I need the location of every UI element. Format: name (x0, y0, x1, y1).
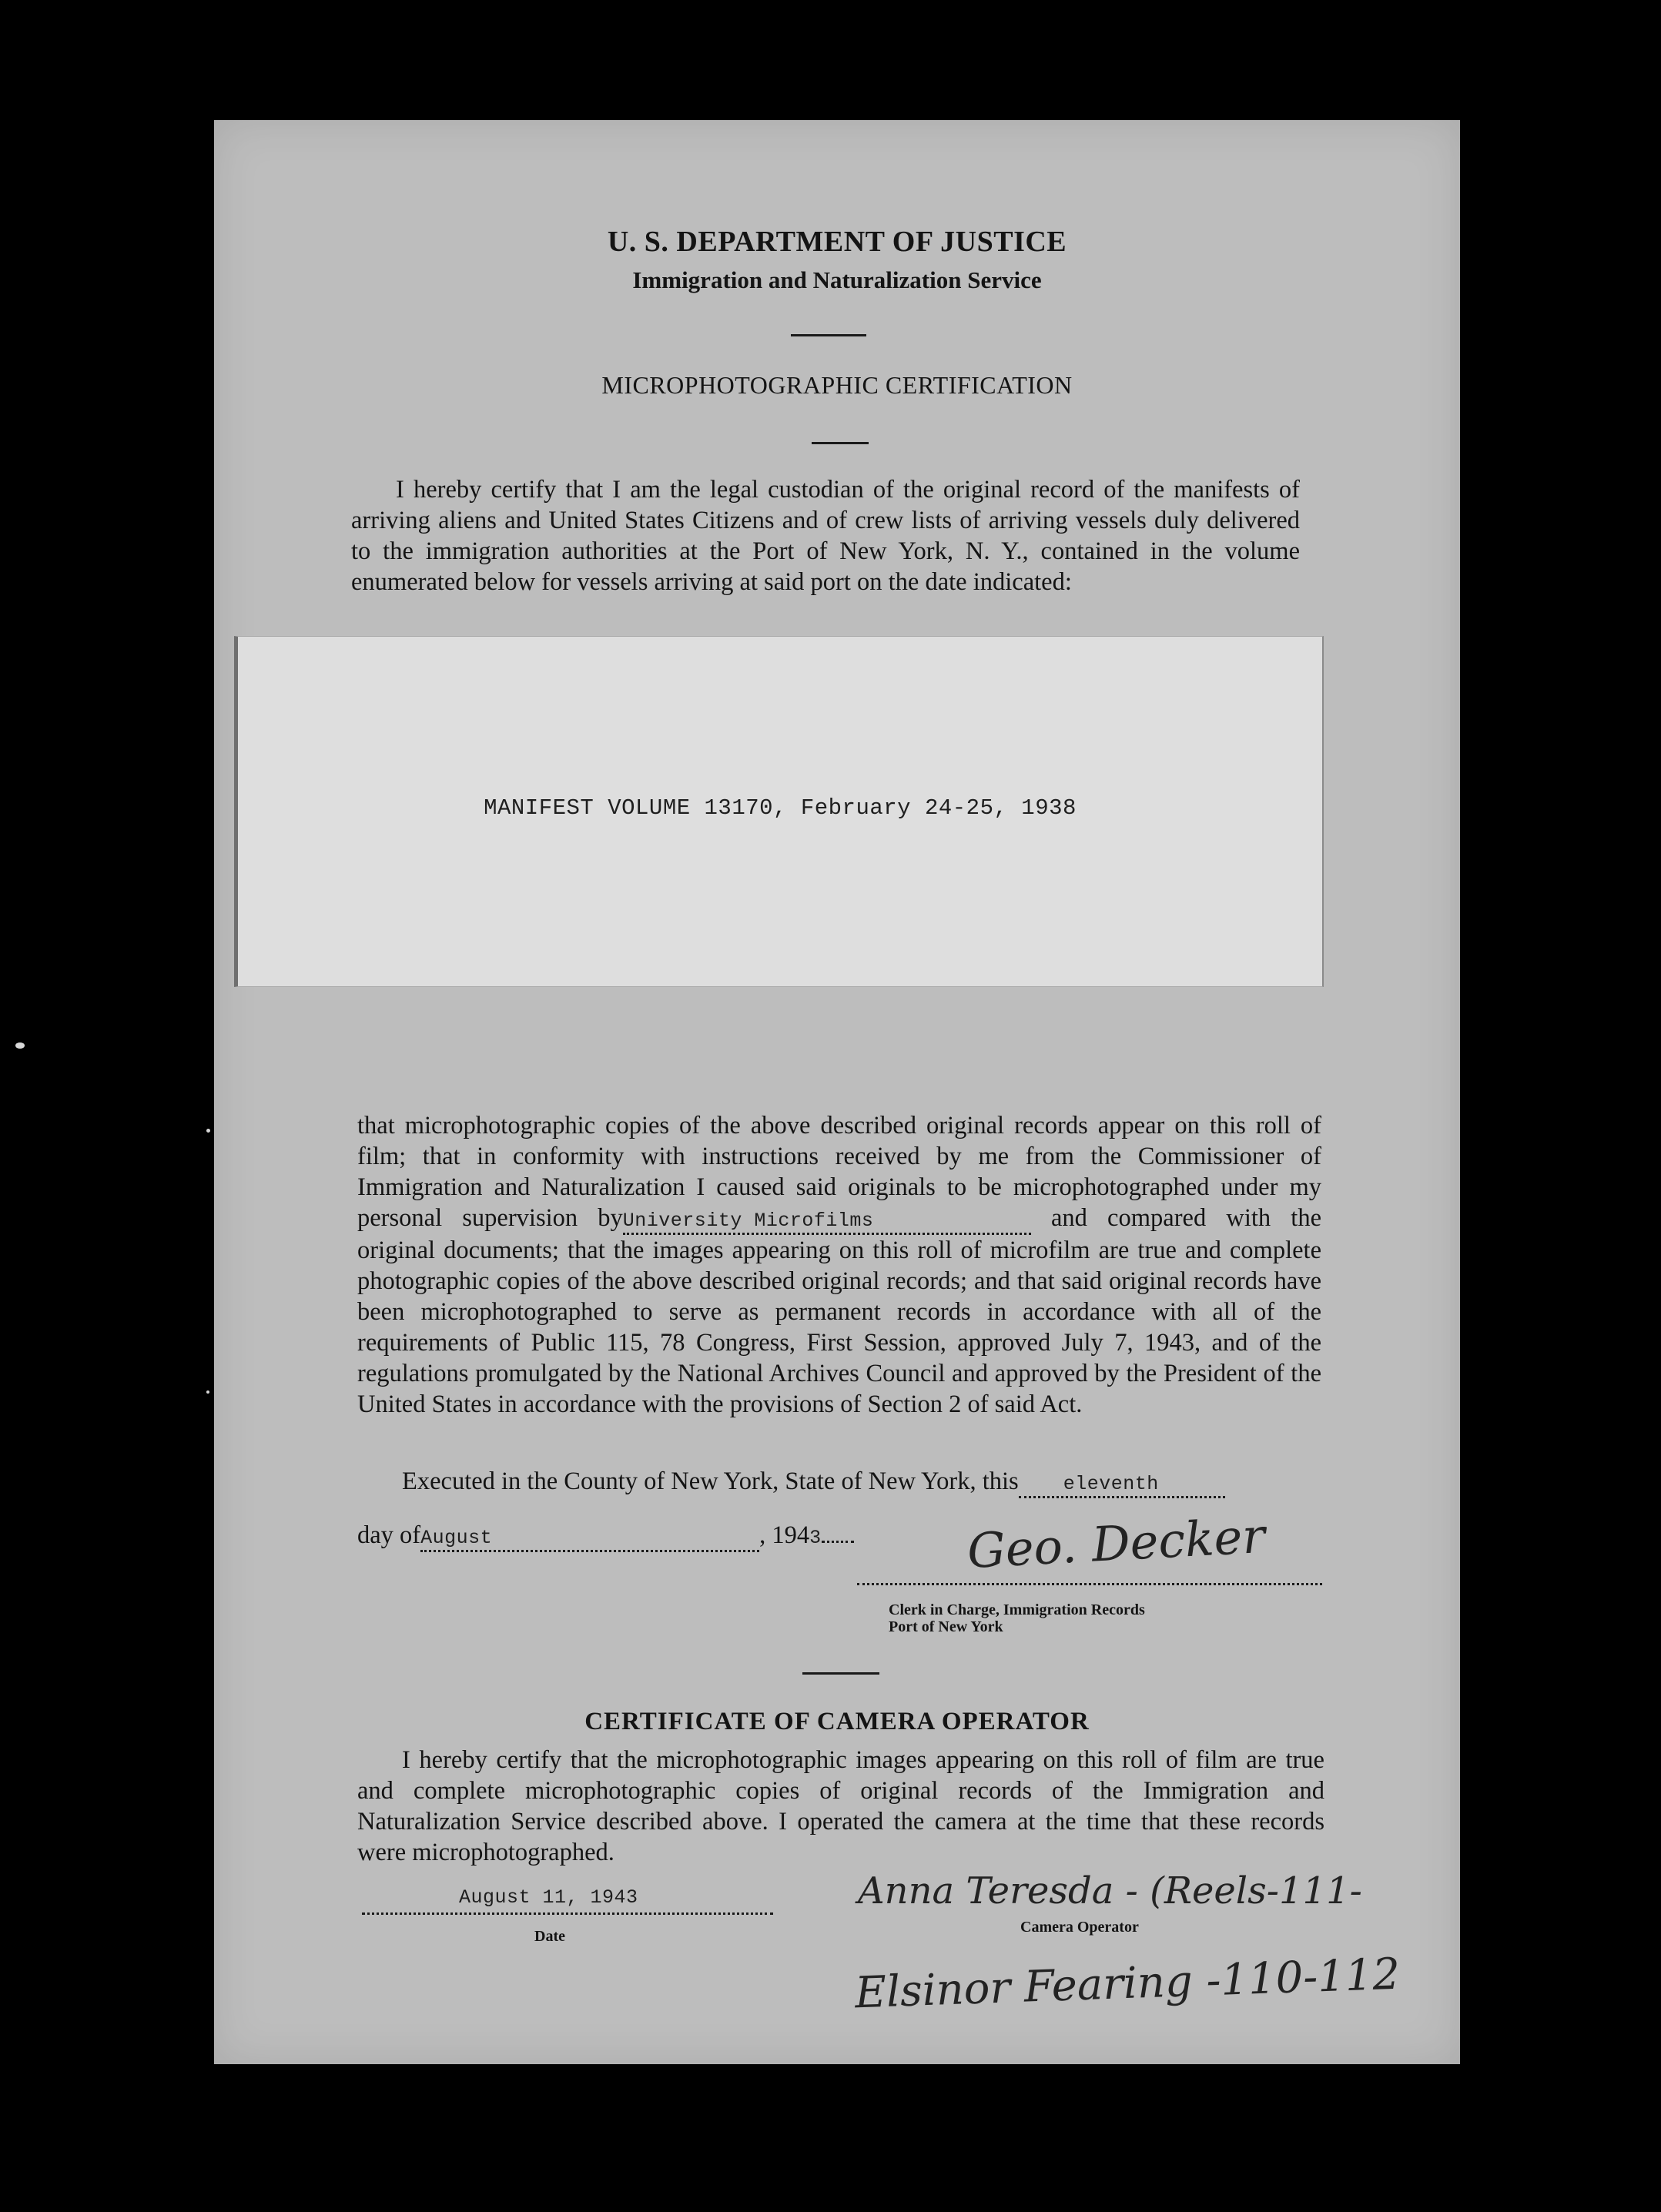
month-value: August (420, 1527, 493, 1549)
day-of-line (357, 1520, 943, 1554)
film-speck (206, 1129, 210, 1133)
certification-title: MICROPHOTOGRAPHIC CERTIFICATION (601, 371, 1073, 399)
department-title: U. S. DEPARTMENT OF JUSTICE (607, 226, 1067, 258)
clerk-signature: Geo. Decker (966, 1507, 1267, 1580)
divider-rule (791, 334, 866, 336)
film-speck (15, 1042, 25, 1049)
film-speck (206, 1390, 209, 1394)
clerk-signature-line (857, 1583, 1322, 1585)
month-field (420, 1527, 759, 1552)
day-of-label: day of (357, 1521, 421, 1549)
camera-operator-paragraph (357, 1745, 1324, 1868)
year-digit: 3 (809, 1527, 822, 1549)
camera-operator-title: CERTIFICATE OF CAMERA OPERATOR (584, 1708, 1090, 1735)
camera-operator-label: Camera Operator (1020, 1919, 1139, 1936)
camera-date-label: Date (534, 1928, 565, 1945)
operator-firm-field (623, 1210, 1031, 1235)
volume-label-card (234, 636, 1324, 987)
executed-text (357, 1466, 1321, 1498)
second-operator-signature: Elsinor Fearing -110-112 (854, 1949, 1401, 2019)
service-subtitle: Immigration and Naturalization Service (632, 266, 1042, 293)
divider-rule (812, 442, 869, 444)
body-paragraph (357, 1110, 1321, 1420)
camera-date-line (362, 1912, 773, 1915)
year-prefix: 194 (772, 1521, 810, 1549)
camera-operator-text: I hereby certify that the microphotographic images appearing on this roll of film are true and complete microphotographic copies of original records of the Immigration and Naturalization Service described above. I operated the camera at the time that these records were microphotographed. (357, 1746, 1324, 1866)
intro-paragraph (351, 474, 1300, 597)
intro-text: I hereby certify that I am the legal custodian of the original record of the manifests of arriving aliens and United States Citizens and of crew lists of arriving vessels duly delivered to the immigration authorities at the Port of New York, N. Y., contained in the volume enumerated below for vessels arriving at said port on the date indicated: (351, 476, 1300, 596)
body-text (357, 1110, 1321, 1420)
day-value: eleventh (1063, 1473, 1159, 1495)
divider-rule (802, 1672, 879, 1675)
executed-prefix: Executed in the County of New York, State of New York, this (402, 1467, 1019, 1495)
volume-label: MANIFEST VOLUME 13170, February 24-25, 1938 (484, 795, 1077, 821)
camera-date-value: August 11, 1943 (459, 1886, 638, 1909)
day-field (1019, 1473, 1225, 1498)
body-text-after: and compared with the original documents; that the images appearing on this roll of microfilm are true and complete photographic copies of the above described original records; and that said original records have been microphotographed to serve as permanent records in accordance with all of the requirements of Public 115, 78 Congress, First Session, approved July 7, 1943, and of the regulations promulgated by the National Archives Council and approved by the President of the United States in accordance with the provisions of Section 2 of said Act. (357, 1204, 1322, 1418)
clerk-title-line1: Clerk in Charge, Immigration Records (889, 1601, 1145, 1618)
executed-line (357, 1466, 1321, 1498)
certificate-sheet (214, 120, 1460, 2064)
day-of-text: day ofAugust , 1943 (357, 1520, 943, 1554)
clerk-title-line2: Port of New York (889, 1618, 1003, 1635)
body-text-before: that microphotographic copies of the above described original records appear on this roll of film; that in conformity with instructions received by me from the Commissioner of Immigration and Naturalization I caused said originals to be microphotographed under my personal supervision by (357, 1112, 1321, 1232)
operator-firm-value: University Microfilms (622, 1210, 874, 1232)
year-field (822, 1541, 854, 1543)
operator-signature: Anna Teresda - (Reels-111- (858, 1869, 1362, 1912)
